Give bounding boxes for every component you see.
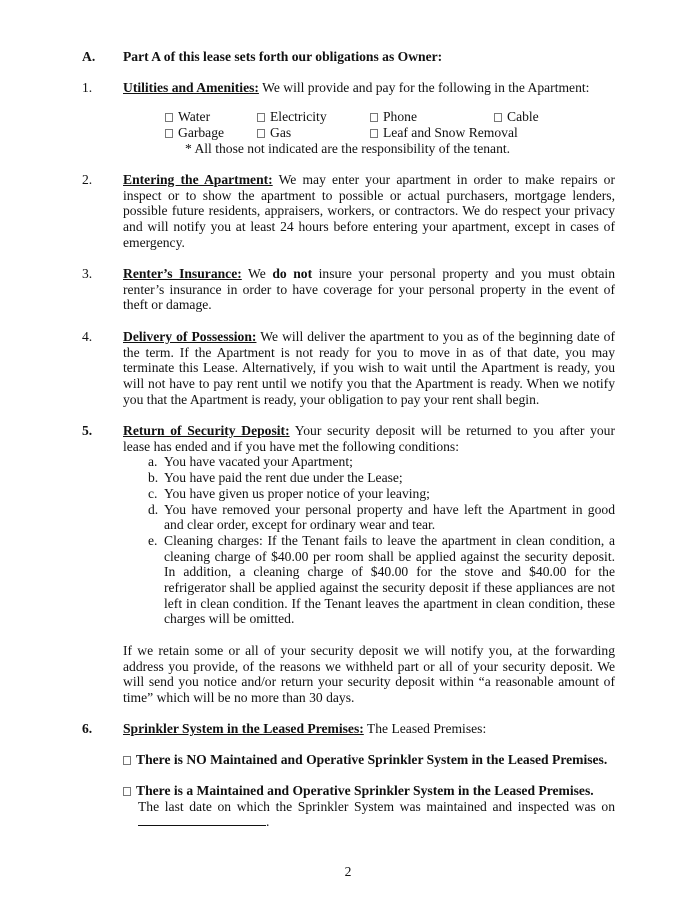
checkbox-icon[interactable] [494,113,502,122]
clause-text: Your security deposit will be returned to you after your lease has ended and if you have met the following conditions: [123,423,616,454]
clause-number: 1. [82,80,93,95]
sprinkler-option-none[interactable]: There is NO Maintained and Operative Sprinkler System in the Leased Premises. [123,752,615,768]
clause-delivery-of-possession [82,329,615,408]
condition-item: d. You have removed your personal property and have left the Apartment in good and clear order, except for ordinary wear and tear. [148,501,615,533]
checkbox-icon[interactable] [165,113,173,122]
clause-text: The Leased Premises: [363,721,487,736]
condition-item: a. You have vacated your Apartment; [148,454,353,470]
inspection-date-blank[interactable] [138,814,266,826]
checkbox-icon[interactable] [370,129,378,138]
utilities-checklist [165,109,565,140]
section-a-heading [82,49,442,65]
checkbox-icon[interactable] [123,756,131,765]
clause-heading: Delivery of Possession: [123,329,257,344]
section-title: Part A of this lease sets forth our obligations as Owner: [123,49,443,64]
utility-leaf-snow-removal[interactable]: Leaf and Snow Removal [370,125,518,141]
clause-heading: Utilities and Amenities: [123,80,259,95]
condition-item: e. Cleaning charges: If the Tenant fails to leave the apartment in clean condition, a cleaning charge of $40.00 per room shall be applied against the security deposit. In addition, a cleaning charge of $40.00 for the stove and $40.00 for the refrigerator shall be applied against the security deposit if these appliances are not left in clean condition. If the Tenant leaves the apartment in clean condition, these charges will be omitted. [148,532,615,627]
clause-number: 4. [82,329,93,344]
clause-text: We will deliver the apartment to you as of the beginning date of the term. If the Apartment is not ready for you to move in as of that date, you may terminate this Lease. Alternatively, if you wish to wait until the Apartment is ready, you will not have to pay rent until we notify you that the Apartment is ready. When we notify you that the Apartment is ready, your obligation to pay your rent shall begin. [123,329,615,407]
utility-garbage[interactable]: Garbage [165,125,224,141]
utility-electricity[interactable]: Electricity [257,109,327,125]
clause-heading: Entering the Apartment: [123,172,273,187]
checkbox-icon[interactable] [257,129,265,138]
condition-item: b. You have paid the rent due under the Lease; [148,470,403,486]
clause-number: 6. [82,721,93,736]
clause-number: 2. [82,172,93,187]
utilities-note: * All those not indicated are the responsibility of the tenant. [185,141,511,156]
clause-heading: Renter’s Insurance: [123,266,242,281]
page-number: 2 [344,864,352,879]
sprinkler-option-present[interactable]: There is a Maintained and Operative Sprinkler System in the Leased Premises. The last date on which the Sprinkler System was maintained and inspected was on. [123,783,615,830]
clause-entering-apartment [82,172,615,251]
checkbox-icon[interactable] [165,129,173,138]
clause-text: We may enter your apartment in order to make repairs or inspect or to show the apartment to possible or actual purchasers, mortgage lenders, possible future residents, appraisers, workers, or contractors. We do respect your privacy and will notify you at least 24 hours before entering your apartment, except in cases of emergency. [123,172,615,250]
clause-utilities [82,80,615,96]
checkbox-icon[interactable] [370,113,378,122]
clause-number: 5. [82,423,93,438]
utility-cable[interactable]: Cable [494,109,539,125]
clause-text: We will provide and pay for the following in the Apartment: [258,80,590,95]
utility-water[interactable]: Water [165,109,210,125]
security-deposit-retention: If we retain some or all of your security deposit we will notify you, at the forwarding address you provide, of the reasons we withheld part or all of your security deposit. We will send you notice and/or return your security deposit within “a reasonable amount of time” which will be no more than 30 days. [123,643,615,706]
clause-number: 3. [82,266,93,281]
utility-gas[interactable]: Gas [257,125,291,141]
condition-item: c. You have given us proper notice of your leaving; [148,485,430,501]
clause-heading: Sprinkler System in the Leased Premises: [123,721,364,736]
clause-heading: Return of Security Deposit: [123,423,290,438]
conditions-list [148,454,615,627]
clause-sprinkler-system [82,721,615,737]
emphasis-do-not: do not [272,266,313,281]
clause-renters-insurance: 3. Renter’s Insurance: We do not insure your personal property and you must obtain renter’s insurance in order to have coverage for your personal property in the event of theft or damage. [82,266,615,313]
checkbox-icon[interactable] [257,113,265,122]
clause-security-deposit [82,423,615,627]
utility-phone[interactable]: Phone [370,109,417,125]
section-label: A. [82,49,96,64]
sprinkler-inspection-text: The last date on which the Sprinkler System was maintained and inspected was on [138,798,615,814]
checkbox-icon[interactable] [123,787,131,796]
